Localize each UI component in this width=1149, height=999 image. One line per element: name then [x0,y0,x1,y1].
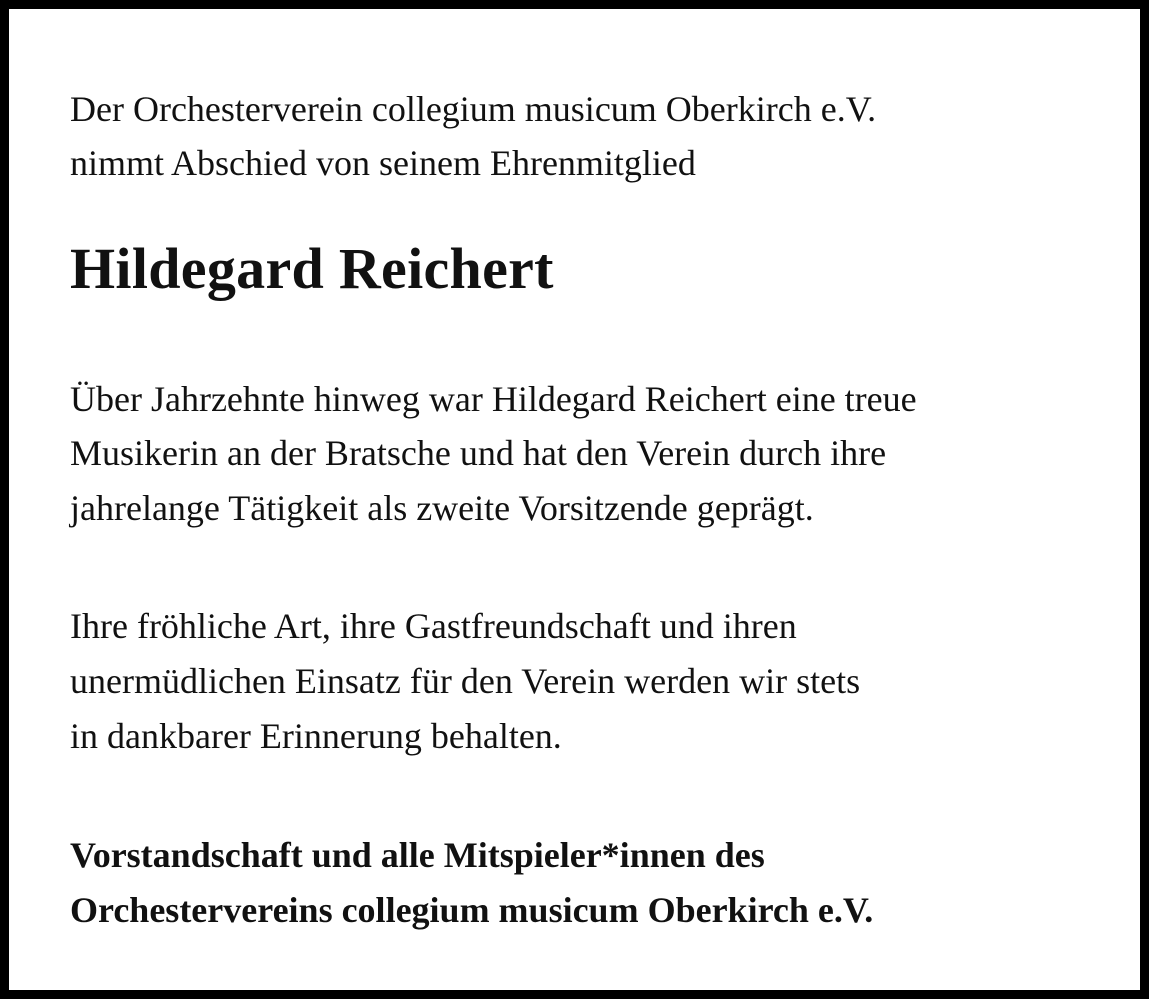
signature-line-2: Orchestervereins collegium musicum Oberkirch e.V. [70,890,874,930]
paragraph-2-line-1: Ihre fröhliche Art, ihre Gastfreundschaft und ihren [70,606,797,646]
paragraph-2-line-3: in dankbarer Erinnerung behalten. [70,716,562,756]
paragraph-1-line-3: jahrelange Tätigkeit als zweite Vorsitzende geprägt. [70,488,814,528]
paragraph-2-line-2: unermüdlichen Einsatz für den Verein werden wir stets [70,661,861,701]
signature-line-1: Vorstandschaft und alle Mitspieler*innen des [70,835,765,875]
intro-line-1: Der Orchesterverein collegium musicum Oberkirch e.V. [70,89,877,129]
paragraph-1-line-1: Über Jahrzehnte hinweg war Hildegard Reichert eine treue [70,379,917,419]
deceased-name: Hildegard Reichert [70,236,554,301]
paragraph-1-line-2: Musikerin an der Bratsche und hat den Verein durch ihre [70,433,887,473]
intro-line-2: nimmt Abschied von seinem Ehrenmitglied [70,143,696,183]
